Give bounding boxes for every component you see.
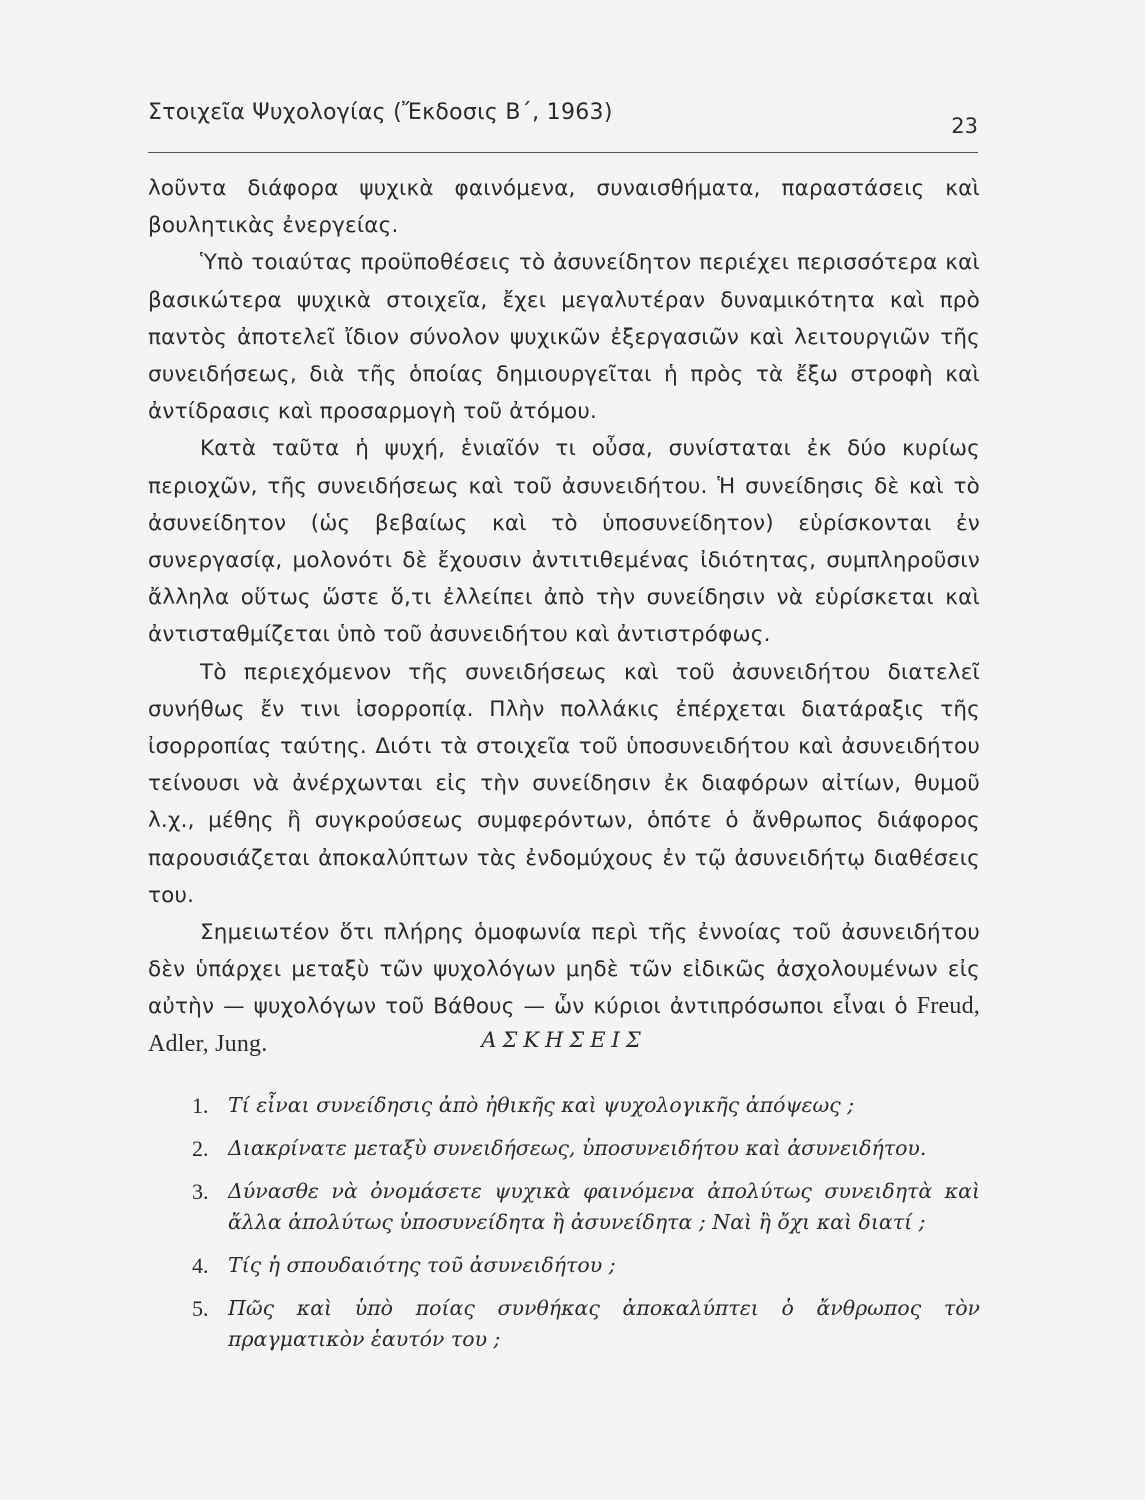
- exercise-item: [192, 1250, 980, 1281]
- running-title: Στοιχεῖα Ψυχολογίας (Ἔκδοσις Β΄, 1963): [148, 100, 613, 125]
- exercise-number: 5.: [192, 1296, 209, 1321]
- psychologist-names: Freud, Adler, Jung.: [148, 993, 980, 1057]
- exercise-item: [192, 1090, 980, 1121]
- body-text: [148, 170, 980, 1063]
- exercise-item: [192, 1293, 980, 1355]
- paragraph: Ὑπὸ τοιαύτας προϋποθέσεις τὸ ἀσυνείδητον περιέχει περισσότερα καὶ βασικώτερα ψυχικὰ στοιχεῖα, ἔχει μεγαλυτέραν δυναμικότητα καὶ πρὸ παντὸς ἀποτελεῖ ἴδιον σύνολον ψυχικῶν ἐξεργασιῶν καὶ λειτουργιῶν τῆς συνειδήσεως, διὰ τῆς ὁποίας δημιουργεῖται ἡ πρὸς τὰ ἔξω στροφὴ καὶ ἀντίδρασις καὶ προσαρμογὴ τοῦ ἀτόμου.: [148, 250, 980, 425]
- paragraph-text: Σημειωτέον ὅτι πλήρης ὁμοφωνία περὶ τῆς ἐννοίας τοῦ ἀσυνειδήτου δὲν ὑπάρχει μεταξὺ τῶν ψυχολόγων μηδὲ τῶν εἰδικῶς ἀσχολουμένων εἰς αὐτὴν — ψυχολόγων τοῦ Βάθους — ὧν κύριοι ἀντιπρόσωποι εἶναι ὁ: [148, 920, 980, 1020]
- exercise-text: Δύνασθε νὰ ὀνομάσετε ψυχικὰ φαινόμενα ἀπολύτως συνειδητὰ καὶ ἄλλα ἀπολύτως ὑποσυνείδητα ἢ ἀσυνείδητα ; Ναὶ ἢ ὄχι καὶ διατί ;: [228, 1179, 980, 1234]
- exercise-number: 1.: [192, 1093, 209, 1118]
- exercise-item: [192, 1133, 980, 1164]
- page-number: 23: [951, 114, 978, 138]
- exercise-text: Τίς ἡ σπουδαιότης τοῦ ἀσυνειδήτου ;: [228, 1253, 616, 1277]
- exercise-item: [192, 1176, 980, 1238]
- paragraph-continued: λοῦντα διάφορα ψυχικὰ φαινόμενα, συναισθήματα, παραστάσεις καὶ βουλητικὰς ἐνεργείας.: [148, 176, 980, 239]
- exercise-number: 3.: [192, 1179, 209, 1204]
- exercise-number: 2.: [192, 1136, 209, 1161]
- exercises-list: [192, 1090, 980, 1367]
- exercises-heading: ΑΣΚΗΣΕΙΣ: [481, 1028, 647, 1052]
- paragraph: Τὸ περιεχόμενον τῆς συνειδήσεως καὶ τοῦ ἀσυνειδήτου διατελεῖ συνήθως ἔν τινι ἰσορροπίᾳ. Πλὴν πολλάκις ἐπέρχεται διατάραξις τῆς ἰσορροπίας ταύτης. Διότι τὰ στοιχεῖα τοῦ ὑποσυνειδήτου καὶ ἀσυνειδήτου τείνουσι νὰ ἀνέρχωνται εἰς τὴν συνείδησιν ἐκ διαφόρων αἰτίων, θυμοῦ λ.χ., μέθης ἢ συγκρούσεως συμφερόντων, ὁπότε ὁ ἄνθρωπος διάφορος παρουσιάζεται ἀποκαλύπτων τὰς ἐνδομύχους ἐν τῷ ἀσυνειδήτῳ διαθέσεις του.: [148, 659, 980, 908]
- exercise-text: Πῶς καὶ ὑπὸ ποίας συνθήκας ἀποκαλύπτει ὁ ἄνθρωπος τὸν πραγματικὸν ἑαυτόν του ;: [228, 1296, 980, 1351]
- exercise-text: Διακρίνατε μεταξὺ συνειδήσεως, ὑποσυνειδήτου καὶ ἀσυνειδήτου.: [228, 1136, 927, 1160]
- exercise-number: 4.: [192, 1253, 209, 1278]
- exercise-text: Τί εἶναι συνείδησις ἀπὸ ἠθικῆς καὶ ψυχολογικῆς ἀπόψεως ;: [228, 1093, 855, 1117]
- paragraph: Κατὰ ταῦτα ἡ ψυχή, ἑνιαῖόν τι οὖσα, συνίσταται ἐκ δύο κυρίως περιοχῶν, τῆς συνειδήσεως καὶ τοῦ ἀσυνειδήτου. Ἡ συνείδησις δὲ καὶ τὸ ἀσυνείδητον (ὡς βεβαίως καὶ τὸ ὑποσυνείδητον) εὑρίσκονται ἐν συνεργασίᾳ, μολονότι δὲ ἔχουσιν ἀντιτιθεμένας ἰδιότητας, συμπληροῦσιν ἄλληλα οὕτως ὥστε ὅ,τι ἐλλείπει ἀπὸ τὴν συνείδησιν νὰ εὑρίσκεται καὶ ἀντισταθμίζεται ὑπὸ τοῦ ἀσυνειδήτου καὶ ἀντιστρόφως.: [148, 436, 980, 648]
- running-header: [148, 96, 978, 153]
